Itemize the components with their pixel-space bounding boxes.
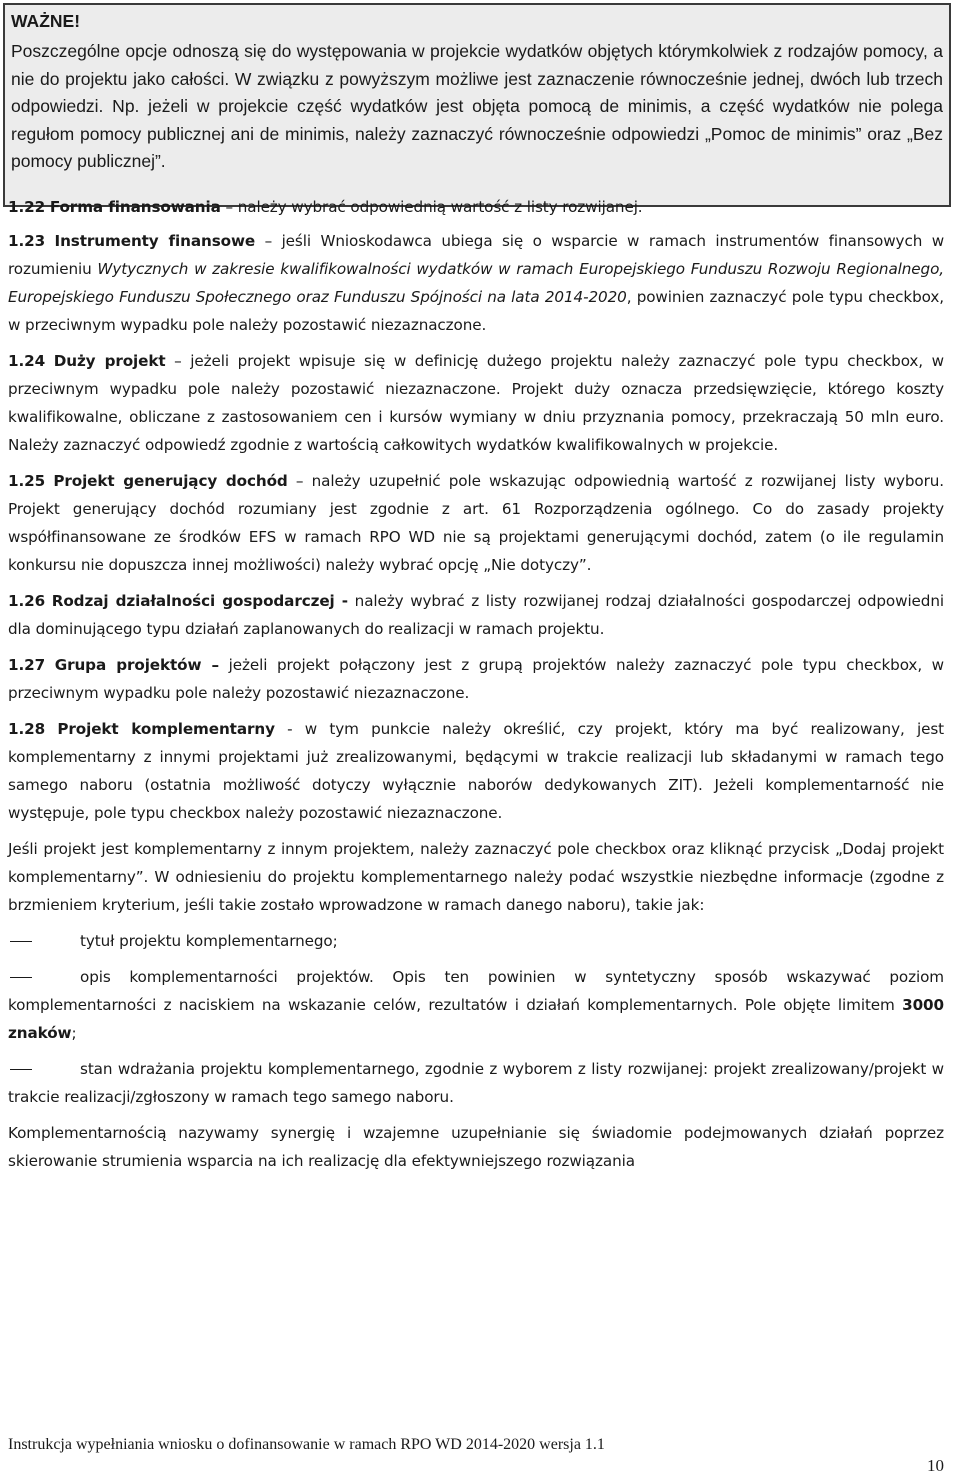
- section-number: 1.25: [8, 472, 46, 490]
- section-number: 1.26: [8, 592, 46, 610]
- dash-bullet-icon: [8, 963, 80, 991]
- list-item: [8, 1055, 944, 1111]
- list-item: [8, 927, 944, 955]
- section-number: 1.22: [8, 198, 46, 216]
- section-number: 1.23: [8, 232, 46, 250]
- section-title: Forma finansowania: [49, 198, 221, 216]
- list-item-text-end: ;: [71, 1024, 77, 1042]
- section-title: Projekt generujący dochód: [53, 472, 288, 490]
- section-1-28: [8, 715, 944, 827]
- section-1-25: [8, 467, 944, 579]
- section-title: Instrumenty finansowe: [54, 232, 256, 250]
- section-title: Rodzaj działalności gospodarczej -: [51, 592, 348, 610]
- section-number: 1.27: [8, 656, 46, 674]
- section-1-23: [8, 227, 944, 339]
- section-title: Duży projekt: [53, 352, 166, 370]
- paragraph-complementary: Jeśli projekt jest komplementarny z innym projektem, należy zaznaczyć pole checkbox oraz kliknąć przycisk „Dodaj projekt komplementarny”. W odniesieniu do projektu komplementarnego należy podać wszystkie niezbędne informacje (zgodne z brzmieniem kryterium, jeśli takie zostało wprowadzone w ramach danego naboru), takie jak:: [8, 840, 944, 914]
- notice-title: WAŻNE!: [11, 11, 81, 31]
- important-notice-box: [3, 3, 951, 207]
- section-text: – należy wybrać odpowiednią wartość z listy rozwijanej.: [220, 198, 643, 216]
- section-1-27: [8, 651, 944, 707]
- section-number: 1.24: [8, 352, 46, 370]
- section-text: - w tym punkcie należy określić, czy projekt, który ma być realizowany, jest komplementarny z innymi projektami już zrealizowanymi, będącymi w trakcie realizacji lub składanymi w ramach tego samego naboru (ostatnia możliwość dotyczy wyłącznie naborów dedykowanych ZIT). Jeżeli komplementarność nie występuje, pole typu checkbox należy pozostawić niezaznaczone.: [8, 720, 944, 822]
- section-title: Grupa projektów –: [54, 656, 220, 674]
- section-text: należy wybrać z listy rozwijanej rodzaj działalności gospodarczej odpowiedni dla dominującego typu działań zaplanowanych do realizacji w ramach projektu.: [8, 592, 944, 638]
- section-text-pre: – jeśli Wnioskodawca ubiega się o wsparcie w ramach instrumentów finansowych w rozumieniu: [8, 232, 945, 278]
- char-limit: 3000 znaków: [8, 996, 944, 1042]
- dash-bullet-icon: [8, 1055, 80, 1083]
- dash-bullet-icon: [8, 927, 80, 955]
- list-item-text: stan wdrażania projektu komplementarnego, zgodnie z wyborem z listy rozwijanej: projekt zrealizowany/projekt w trakcie realizacji/zgłoszony w ramach tego samego naboru.: [8, 1060, 944, 1106]
- list-item: [8, 963, 944, 1047]
- section-text: – jeżeli projekt wpisuje się w definicję dużego projektu należy zaznaczyć pole typu checkbox, w przeciwnym wypadku pole należy pozostawić niezaznaczone. Projekt duży oznacza przedsięwzięcie, którego koszty kwalifikowalne, obliczane z zastosowaniem cen i kursów wymiany w dniu przyznania pomocy, przekraczają 50 mln euro. Należy zaznaczyć odpowiedź zgodnie z wartością całkowitych wydatków kwalifikowalnych w projekcie.: [8, 352, 944, 454]
- section-number: 1.28: [8, 720, 46, 738]
- section-title: Projekt komplementarny: [57, 720, 275, 738]
- paragraph-synergy: Komplementarnością nazywamy synergię i wzajemne uzupełnianie się świadomie podejmowanych działań poprzez skierowanie strumienia wsparcia na ich realizację dla efektywniejszego rozwiązania: [8, 1124, 944, 1170]
- guidelines-reference: Wytycznych w zakresie kwalifikowalności wydatków w ramach Europejskiego Funduszu Rozwoju Regionalnego, Europejskiego Funduszu Społecznego oraz Funduszu Spójności na lata 2014-2020: [8, 260, 944, 306]
- document-body: [8, 193, 944, 1183]
- page-number: 10: [927, 1456, 944, 1475]
- section-text: – należy uzupełnić pole wskazując odpowiednią wartość z rozwijanej listy wyboru. Projekt generujący dochód rozumiany jest zgodnie z art. 61 Rozporządzenia ogólnego. Co do zasady projekty współfinansowane ze środków EFS w ramach RPO WD nie są projektami generującymi dochód, zatem (o ile regulamin konkursu nie dopuszcza innej możliwości) należy wybrać opcję „Nie dotyczy”.: [8, 472, 944, 574]
- section-text: jeżeli projekt połączony jest z grupą projektów należy zaznaczyć pole typu checkbox, w przeciwnym wypadku pole należy pozostawić niezaznaczone.: [8, 656, 945, 702]
- list-item-text: tytuł projektu komplementarnego;: [80, 932, 338, 950]
- section-1-26: [8, 587, 944, 643]
- list-item-text: opis komplementarności projektów. Opis ten powinien w syntetyczny sposób wskazywać poziom komplementarności z naciskiem na wskazanie celów, rezultatów i działań komplementarnych. Pole objęte limitem: [8, 968, 944, 1014]
- notice-text: Poszczególne opcje odnoszą się do występowania w projekcie wydatków objętych którymkolwiek z rodzajów pomocy, a nie do projektu jako całości. W związku z powyższym możliwe jest zaznaczenie równocześnie jednej, dwóch lub trzech odpowiedzi. Np. jeżeli w projekcie część wydatków jest objęta pomocą de minimis, a część wydatków nie polega regułom pomocy publicznej ani de minimis, należy zaznaczyć równocześnie odpowiedzi „Pomoc de minimis” oraz „Bez pomocy publicznej”.: [11, 41, 943, 172]
- section-1-22: [8, 193, 944, 221]
- page-footer: Instrukcja wypełniania wniosku o dofinansowanie w ramach RPO WD 2014-2020 wersja 1.1: [8, 1436, 605, 1453]
- section-text-post: , powinien zaznaczyć pole typu checkbox, w przeciwnym wypadku pole należy pozostawić niezaznaczone.: [8, 288, 944, 334]
- section-1-24: [8, 347, 944, 459]
